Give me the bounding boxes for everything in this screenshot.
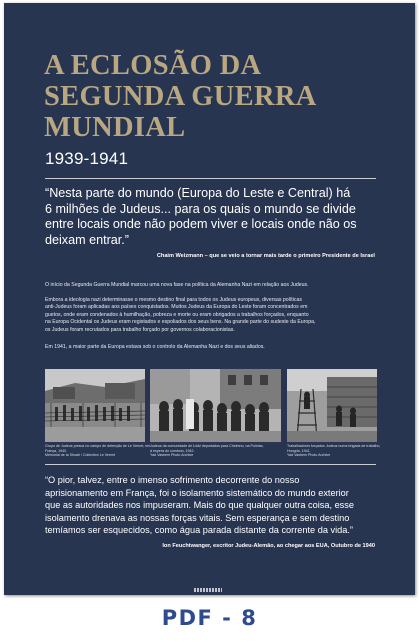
caption-line: Yad Vashem Photo Archive xyxy=(150,453,194,458)
quote-line: entre locais onde não podem viver e locais onde não os xyxy=(45,217,357,231)
quote-line: deixam entrar.” xyxy=(45,232,129,247)
caption-line: Mémorial de la Shoah / Collection Le Vernet xyxy=(45,453,116,458)
photo-caption xyxy=(45,444,151,458)
photo-caption xyxy=(287,444,381,458)
title-line-2: SEGUNDA GUERRA xyxy=(44,81,317,112)
poster xyxy=(4,3,415,595)
photo-deportation xyxy=(150,369,281,442)
photo-caption xyxy=(150,444,281,458)
paragraph-line: Embora a ideologia nazi determinasse o mesmo destino final para todos os Judeus europeus, diversas políticas xyxy=(45,297,302,303)
caption-line: Trabalhadores forçados Judeus numa brigada de trabalho, xyxy=(287,444,381,448)
paragraph-line: anti-Judeus foram aplicadas aos países conquistados. Muitos Judeus da Europa do Leste foram concentrados em xyxy=(45,304,308,311)
caption-line: Yad Vashem Photo Archive xyxy=(287,453,331,458)
weizmann-attribution: Chaim Weizmann – que se veio a tornar mais tarde o primeiro Presidente de Israel xyxy=(156,253,375,259)
paragraph-line: Em 1941, a maior parte da Europa estava sob o controlo da Alemanha Nazi e dos seus aliados. xyxy=(45,344,265,350)
caption-line: Hungria, 1941. xyxy=(287,448,311,453)
photo-detention-camp xyxy=(45,369,145,442)
paragraph-war-start xyxy=(45,282,380,289)
caption-line: Judeus da comunidade de Łódź deportados para Chelmno, na Polónia, xyxy=(150,444,264,448)
paragraph-ideology xyxy=(45,297,380,334)
quote-line: temíamos ser esquecidos, como água parada distante da corrente da vida.” xyxy=(45,525,353,536)
quote-line: isolamento drenava as nossas forças vitais. Sem esperança e sem destino xyxy=(45,512,350,523)
quote-line: 6 milhões de Judeus... para os quais o mundo se divide xyxy=(45,201,356,216)
title-line-1: A ECLOSÃO DA xyxy=(44,50,262,81)
poster-title xyxy=(44,50,404,143)
paragraph-line: guetos, onde eram condenados à humilhação, pobreza e morte ou eram obrigados a trabalhos forçados, enquanto xyxy=(45,311,309,318)
paragraph-line: os Judeus foram recrutados para trabalho forçado por governos colaboracionistas. xyxy=(45,326,235,333)
paragraph-1941 xyxy=(45,344,380,351)
quote-line: que as autoridades nos impuseram. Mais do que qualquer outra coisa, esse xyxy=(45,500,354,511)
weizmann-quote xyxy=(45,186,381,248)
pdf-page-label: PDF - 8 xyxy=(161,606,258,630)
feuchtwanger-attribution: Ion Feuchtwanger, escritor Judeu-Alemão, ao chegar aos EUA, Outubro de 1940 xyxy=(162,543,375,549)
footer-mark xyxy=(194,588,222,592)
title-line-3: MUNDIAL xyxy=(44,112,186,143)
caption-line: à espera do comboio, 1942. xyxy=(150,448,195,453)
quote-line: aprisionamento em França, foi o isolamento sistemático do mundo exterior xyxy=(45,487,349,498)
caption-line: Grupo de Judeus presos no campo de detenção de Le Vernet, em xyxy=(45,444,151,448)
quote-line: “Nesta parte do mundo (Europa do Leste e Central) há xyxy=(45,186,351,200)
paragraph-line: na Europa Ocidental os Judeus eram registados e espoliados dos seus bens. Na grande parte do sudeste da Europa, xyxy=(45,319,316,326)
paragraph-line: O início da Segunda Guerra Mundial marcou uma nova fase na política da Alemanha Nazi em relação aos Judeus. xyxy=(45,282,309,288)
caption-line: França, 1940. xyxy=(45,448,68,453)
divider-top xyxy=(45,178,376,179)
divider-bottom xyxy=(45,464,376,465)
poster-years: 1939-1941 xyxy=(45,149,129,168)
quote-line: “O pior, talvez, entre o imenso sofrimento decorrente do nosso xyxy=(45,475,300,485)
photo-forced-labour xyxy=(287,369,377,442)
feuchtwanger-quote xyxy=(45,474,378,537)
